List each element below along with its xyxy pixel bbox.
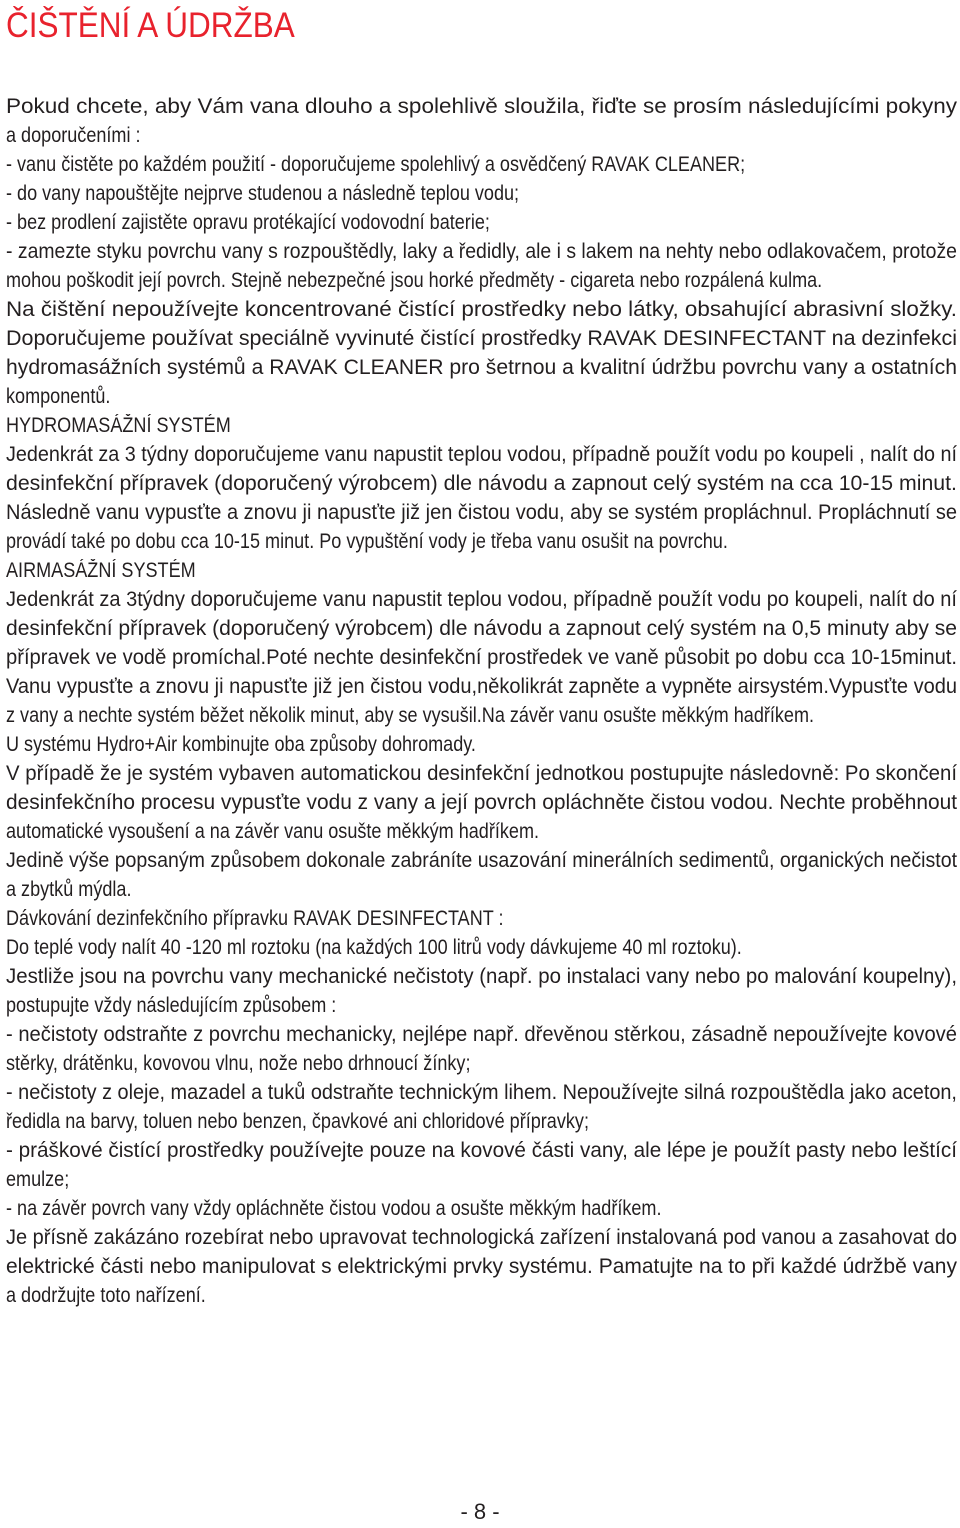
text-line xyxy=(6,324,957,353)
text-line-content: provádí také po dobu cca 10-15 minut. Po vypuštění vody je třeba vanu osušit na povrchu. xyxy=(6,530,728,553)
body-text xyxy=(6,92,957,1310)
text-line-content: V případě že je systém vybaven automatickou desinfekční jednotkou postupujte následovně: Po skončení xyxy=(6,762,957,785)
text-line xyxy=(6,585,957,614)
text-line xyxy=(6,817,957,846)
text-line-content: - nečistoty z oleje, mazadel a tuků odstraňte technickým lihem. Nepoužívejte silná rozpouštědla jako aceton, xyxy=(6,1081,957,1104)
text-line-content: - práškové čistící prostředky používejte pouze na kovové části vany, ale lépe je použít pasty nebo leštící xyxy=(6,1139,957,1162)
text-line xyxy=(6,672,957,701)
text-line-content: Doporučujeme používat speciálně vyvinuté čistící prostředky RAVAK DESINFECTANT na dezinfekci xyxy=(6,327,958,350)
text-line xyxy=(6,614,957,643)
text-line xyxy=(6,440,957,469)
text-line-content: - zamezte styku povrchu vany s rozpouštědly, laky a ředidly, ale i s lakem na nehty nebo odlakovačem, protože xyxy=(6,240,957,263)
text-line xyxy=(6,1020,957,1049)
text-line-content: a zbytků mýdla. xyxy=(6,878,132,901)
text-line-content: automatické vysoušení a na závěr vanu osušte měkkým hadříkem. xyxy=(6,820,540,843)
text-line xyxy=(6,208,957,237)
text-line xyxy=(6,121,957,150)
text-line-content: Vanu vypusťte a znovu ji napusťte již jen čistou vodu,několikrát zapněte a vypněte airsystém.Vypusťte vodu xyxy=(6,675,958,698)
text-line xyxy=(6,295,957,324)
text-line-content: Dávkování dezinfekčního přípravku RAVAK DESINFECTANT : xyxy=(6,907,504,930)
text-line-content: AIRMASÁŽNÍ SYSTÉM xyxy=(6,559,196,582)
text-line-content: U systému Hydro+Air kombinujte oba způsoby dohromady. xyxy=(6,733,476,756)
text-line-content: postupujte vždy následujícím způsobem : xyxy=(6,994,337,1017)
text-line-content: komponentů. xyxy=(6,385,111,408)
text-line xyxy=(6,498,957,527)
text-line xyxy=(6,527,957,556)
text-line xyxy=(6,1107,957,1136)
page-number: - 8 - xyxy=(460,1499,500,1524)
text-line-content: a dodržujte toto nařízení. xyxy=(6,1284,206,1307)
text-line xyxy=(6,1223,957,1252)
text-line-content: elektrické části nebo manipulovat s elektrickými prvky systému. Pamatujte na to při každé údržbě vany xyxy=(6,1255,957,1278)
text-line xyxy=(6,92,957,121)
text-line-content: mohou poškodit její povrch. Stejně nebezpečné jsou horké předměty - cigareta nebo rozpálená kulma. xyxy=(6,269,823,292)
text-line xyxy=(6,150,957,179)
text-line xyxy=(6,730,957,759)
text-line xyxy=(6,1049,957,1078)
text-line xyxy=(6,1252,957,1281)
text-line-content: stěrky, drátěnku, kovovou vlnu, nože nebo drhnoucí žínky; xyxy=(6,1052,471,1075)
text-line-content: hydromasážních systémů a RAVAK CLEANER pro šetrnou a kvalitní údržbu povrchu vany a ostatních xyxy=(6,356,958,379)
text-line-content: Jedině výše popsaným způsobem dokonale zabráníte usazování minerálních sedimentů, organických nečistot xyxy=(6,849,958,872)
text-line xyxy=(6,1136,957,1165)
text-line-content: - vanu čistěte po každém použití - doporučujeme spolehlivý a osvědčený RAVAK CLEANER; xyxy=(6,153,746,176)
text-line-content: Na čištění nepoužívejte koncentrované čistící prostředky nebo látky, obsahující abrasivní složky. xyxy=(6,298,957,321)
text-line xyxy=(6,1194,957,1223)
text-line-content: desinfekčního procesu vypusťte vodu z vany a její povrch opláchněte čistou vodou. Nechte proběhnout xyxy=(6,791,958,814)
text-line xyxy=(6,556,957,585)
text-line xyxy=(6,382,957,411)
text-line xyxy=(6,933,957,962)
text-line-content: - do vany napouštějte nejprve studenou a následně teplou vodu; xyxy=(6,182,520,205)
text-line xyxy=(6,846,957,875)
text-line-content: Je přísně zakázáno rozebírat nebo upravovat technologická zařízení instalovaná pod vanou a zasahovat do xyxy=(6,1226,957,1249)
text-line xyxy=(6,643,957,672)
text-line-content: z vany a nechte systém běžet několik minut, aby se vysušil.Na závěr vanu osušte měkkým hadříkem. xyxy=(6,704,815,727)
text-line xyxy=(6,1078,957,1107)
text-line-content: desinfekční přípravek (doporučený výrobcem) dle návodu a zapnout celý systém na 0,5 minuty aby se xyxy=(6,617,957,640)
text-line xyxy=(6,469,957,498)
text-line-content: a doporučeními : xyxy=(6,124,141,147)
text-line-content: Následně vanu vypusťte a znovu ji napusťte již jen čistou vodu, aby se systém propláchnul. Propláchnutí se xyxy=(6,501,958,524)
text-line xyxy=(6,788,957,817)
text-line-content: přípravek ve vodě promíchal.Poté nechte desinfekční prostředek ve vaně působit po dobu cca 10-15minut. xyxy=(6,646,958,669)
text-line xyxy=(6,962,957,991)
text-line-content: - bez prodlení zajistěte opravu protékající vodovodní baterie; xyxy=(6,211,490,234)
text-line-content: - nečistoty odstraňte z povrchu mechanicky, nejlépe např. dřevěnou stěrkou, zásadně nepoužívejte kovové xyxy=(6,1023,957,1046)
text-line xyxy=(6,875,957,904)
text-line-content: Jestliže jsou na povrchu vany mechanické nečistoty (např. po instalaci vany nebo po malování koupelny), xyxy=(6,965,958,988)
text-line-content: Jedenkrát za 3 týdny doporučujeme vanu napustit teplou vodou, případně použít vodu po koupeli , nalít do ní xyxy=(6,443,957,466)
text-line xyxy=(6,904,957,933)
text-line xyxy=(6,759,957,788)
text-line xyxy=(6,237,957,266)
text-line xyxy=(6,411,957,440)
text-line xyxy=(6,701,957,730)
text-line-content: ředidla na barvy, toluen nebo benzen, čpavkové ani chloridové přípravky; xyxy=(6,1110,589,1133)
text-line xyxy=(6,1281,957,1310)
text-line-content: Do teplé vody nalít 40 -120 ml roztoku (na každých 100 litrů vody dávkujeme 40 ml roztoku). xyxy=(6,936,742,959)
page-title: ČIŠTĚNÍ A ÚDRŽBA xyxy=(6,6,295,45)
text-line xyxy=(6,266,957,295)
text-line-content: Pokud chcete, aby Vám vana dlouho a spolehlivě sloužila, řiďte se prosím následujícími pokyny xyxy=(6,95,958,118)
text-line xyxy=(6,179,957,208)
text-line-content: desinfekční přípravek (doporučený výrobcem) dle návodu a zapnout celý systém na cca 10-15 minut. xyxy=(6,472,957,495)
text-line-content: Jedenkrát za 3týdny doporučujeme vanu napustit teplou vodou, případně použít vodu po koupeli, nalít do ní xyxy=(6,588,957,611)
text-line xyxy=(6,1165,957,1194)
text-line-content: emulze; xyxy=(6,1168,70,1191)
text-line-content: HYDROMASÁŽNÍ SYSTÉM xyxy=(6,414,231,437)
text-line xyxy=(6,353,957,382)
text-line xyxy=(6,991,957,1020)
text-line-content: - na závěr povrch vany vždy opláchněte čistou vodou a osušte měkkým hadříkem. xyxy=(6,1197,662,1220)
